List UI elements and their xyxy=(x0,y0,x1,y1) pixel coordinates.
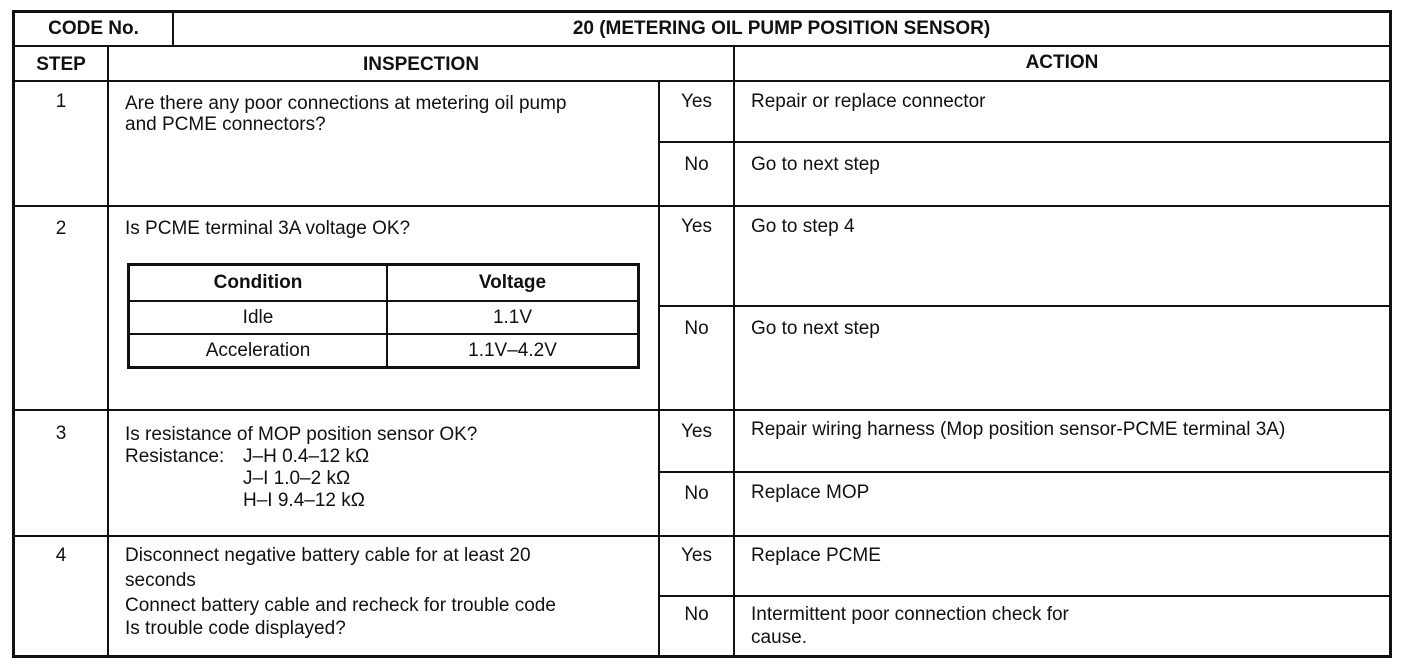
table-cell: Idle xyxy=(242,306,274,328)
yes-label: Yes xyxy=(681,545,712,566)
inspection-text: Is PCME terminal 3A voltage OK? xyxy=(125,218,411,239)
rule-step2-split xyxy=(658,305,1389,307)
rule-step3-end xyxy=(15,535,1389,537)
no-label: No xyxy=(684,604,709,625)
table-cell: Acceleration xyxy=(205,339,311,361)
inspection-text: seconds xyxy=(125,570,196,591)
rule-colheaders xyxy=(15,80,1389,82)
inspection-text: Is resistance of MOP position sensor OK? xyxy=(125,424,478,445)
rule-step-col xyxy=(107,45,109,655)
step-number: 1 xyxy=(55,91,67,112)
resistance-value: J–H 0.4–12 kΩ xyxy=(243,446,370,467)
step-number: 4 xyxy=(55,545,67,566)
table-row xyxy=(130,333,637,366)
rule-step3-split xyxy=(658,471,1389,473)
inspection-text: Are there any poor connections at metering oil pump xyxy=(125,93,567,114)
action-text: Intermittent poor connection check for xyxy=(751,604,1069,625)
step-column-header: STEP xyxy=(36,54,86,75)
code-title: 20 (METERING OIL PUMP POSITION SENSOR) xyxy=(572,18,991,39)
inspection-text: and PCME connectors? xyxy=(125,114,326,135)
diagnostic-table xyxy=(12,10,1392,658)
action-column-header: ACTION xyxy=(1025,52,1099,73)
yes-label: Yes xyxy=(681,91,712,112)
voltage-table-header-voltage: Voltage xyxy=(478,272,547,293)
action-text: Repair wiring harness (Mop position sensor-PCME terminal 3A) xyxy=(751,419,1286,440)
rule-action-left xyxy=(733,45,735,655)
voltage-table-header-condition: Condition xyxy=(213,272,303,293)
inspection-text: Connect battery cable and recheck for trouble code xyxy=(125,595,556,616)
resistance-label: Resistance: xyxy=(125,446,225,467)
action-text: Replace MOP xyxy=(751,482,870,503)
action-text: Go to next step xyxy=(751,318,880,339)
code-label: CODE No. xyxy=(48,18,139,39)
no-label: No xyxy=(684,318,709,339)
yes-label: Yes xyxy=(681,421,712,442)
inspection-column-header: INSPECTION xyxy=(362,54,480,75)
voltage-table xyxy=(127,263,640,369)
yes-label: Yes xyxy=(681,216,712,237)
resistance-value: J–I 1.0–2 kΩ xyxy=(243,468,351,489)
table-cell: 1.1V xyxy=(492,306,533,328)
rule-step1-end xyxy=(15,205,1389,207)
table-cell: 1.1V–4.2V xyxy=(468,339,557,361)
action-text: Replace PCME xyxy=(751,545,881,566)
rule-step2-end xyxy=(15,409,1389,411)
step-number: 3 xyxy=(55,423,67,444)
table-row xyxy=(130,300,637,333)
action-text: Go to step 4 xyxy=(751,216,855,237)
rule-header xyxy=(15,45,1389,47)
rule-step1-split xyxy=(658,141,1389,143)
rule-step4-split xyxy=(658,595,1389,597)
inspection-text: Is trouble code displayed? xyxy=(125,618,346,639)
no-label: No xyxy=(684,483,709,504)
resistance-value: H–I 9.4–12 kΩ xyxy=(243,490,365,511)
action-text: Go to next step xyxy=(751,154,880,175)
action-text: cause. xyxy=(751,627,807,648)
step-number: 2 xyxy=(55,218,67,239)
no-label: No xyxy=(684,154,709,175)
inspection-text: Disconnect negative battery cable for at least 20 xyxy=(125,545,531,566)
action-text: Repair or replace connector xyxy=(751,91,986,112)
